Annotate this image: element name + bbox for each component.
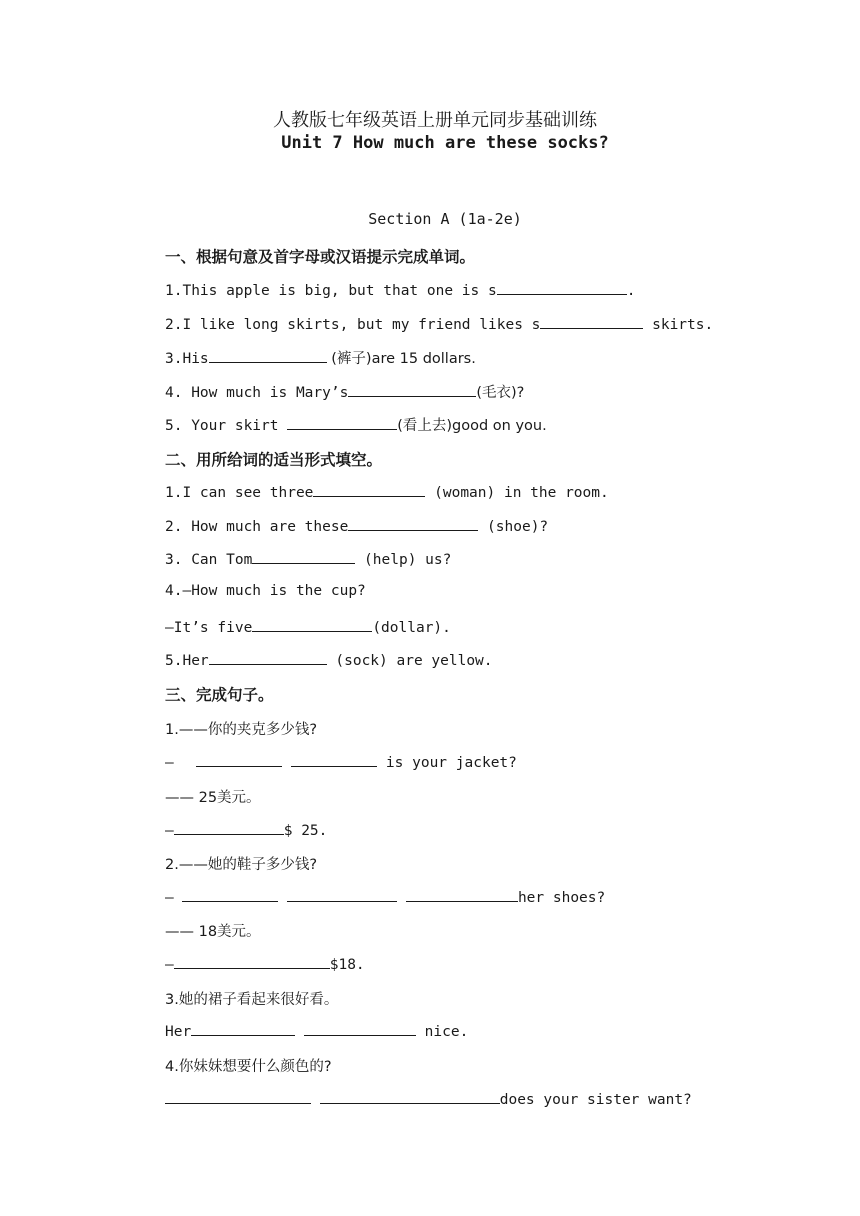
answer-blank[interactable] xyxy=(291,752,377,767)
answer-blank[interactable] xyxy=(348,516,478,531)
answer-blank[interactable] xyxy=(191,1021,295,1036)
part3-heading: 三、完成句子。 xyxy=(165,686,274,704)
answer-blank[interactable] xyxy=(174,954,330,969)
answer-blank[interactable] xyxy=(287,887,397,902)
part2-question-4-answer: —It’s five (dollar). xyxy=(165,617,451,636)
part3-question-2-prompt-answer: —— 18美元。 xyxy=(165,924,261,940)
part2-question-3: 3. Can Tom (help) us? xyxy=(165,549,451,568)
part3-question-1-sentence: — is your jacket? xyxy=(165,752,517,771)
part1-heading: 一、根据句意及首字母或汉语提示完成单词。 xyxy=(165,248,476,266)
answer-blank[interactable] xyxy=(165,1089,311,1104)
part3-question-4-sentence: does your sister want? xyxy=(165,1089,692,1108)
part2-question-4: 4.—How much is the cup? xyxy=(165,583,366,599)
worksheet-title-chinese: 人教版七年级英语上册单元同步基础训练 xyxy=(273,110,597,131)
answer-blank[interactable] xyxy=(209,348,327,363)
part2-heading: 二、用所给词的适当形式填空。 xyxy=(165,451,383,469)
part1-question-1: 1.This apple is big, but that one is s . xyxy=(165,280,635,299)
answer-blank[interactable] xyxy=(313,482,425,497)
worksheet-title-english: Unit 7 How much are these socks? xyxy=(281,133,609,153)
part1-question-2: 2.I like long skirts, but my friend likes s skirts. xyxy=(165,314,713,333)
answer-blank[interactable] xyxy=(406,887,518,902)
answer-blank[interactable] xyxy=(304,1021,416,1036)
section-label: Section A (1a-2e) xyxy=(368,210,522,228)
answer-blank[interactable] xyxy=(497,280,627,295)
answer-blank[interactable] xyxy=(348,382,476,397)
answer-blank[interactable] xyxy=(182,887,278,902)
part1-question-4: 4. How much is Mary’s (毛衣)? xyxy=(165,381,524,402)
part3-question-2-sentence: — her shoes? xyxy=(165,887,605,906)
part1-question-5: 5. Your skirt (看上去)good on you. xyxy=(165,414,547,435)
part3-question-3-prompt: 3.她的裙子看起来很好看。 xyxy=(165,992,339,1008)
part3-question-1-prompt: 1.——你的夹克多少钱? xyxy=(165,722,318,738)
answer-blank[interactable] xyxy=(540,314,643,329)
part2-question-1: 1.I can see three (woman) in the room. xyxy=(165,482,609,501)
part2-question-2: 2. How much are these (shoe)? xyxy=(165,516,548,535)
part2-question-5: 5.Her (sock) are yellow. xyxy=(165,650,493,669)
answer-blank[interactable] xyxy=(252,549,355,564)
part3-question-1-prompt-answer: —— 25美元。 xyxy=(165,790,261,806)
answer-blank[interactable] xyxy=(174,820,284,835)
answer-blank[interactable] xyxy=(287,415,397,430)
answer-blank[interactable] xyxy=(320,1089,500,1104)
part3-question-3-sentence: Her nice. xyxy=(165,1021,468,1040)
answer-blank[interactable] xyxy=(196,752,282,767)
part3-question-2-answer: — $18. xyxy=(165,954,365,973)
part1-question-3: 3.His (裤子)are 15 dollars. xyxy=(165,347,476,368)
part3-question-4-prompt: 4.你妹妹想要什么颜色的? xyxy=(165,1059,332,1075)
answer-blank[interactable] xyxy=(252,617,372,632)
part3-question-2-prompt: 2.——她的鞋子多少钱? xyxy=(165,857,318,873)
part3-question-1-answer: — $ 25. xyxy=(165,820,327,839)
answer-blank[interactable] xyxy=(209,650,327,665)
